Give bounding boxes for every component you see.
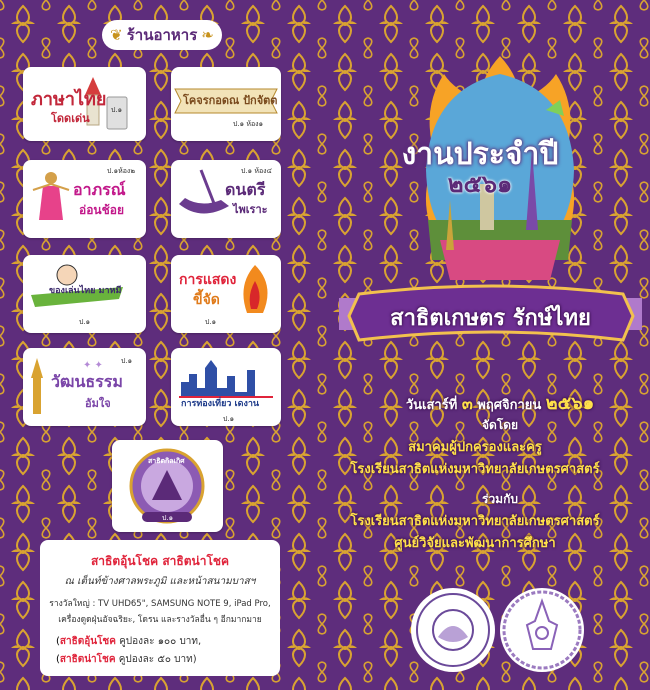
card-grade: ป.๑ (223, 415, 235, 423)
restaurant-label (102, 20, 222, 50)
card-title: โคจรกอดณ ปักจัตต (183, 94, 278, 107)
card-subtitle: ไพเราะ (233, 203, 268, 216)
organizer-1: สมาคมผู้ปกครองและครู (408, 440, 542, 455)
date-year: ๒๕๖๑ (545, 393, 595, 414)
partner-2: ศูนย์วิจัยและพัฒนาการศึกษา (394, 536, 556, 551)
card-title: อาภรณ์ (73, 180, 126, 199)
card-grade: ป.๑ (121, 357, 133, 365)
event-date (370, 388, 630, 417)
prize-line-1: รางวัลใหญ่ : TV UHD65", SAMSUNG NOTE 9, iPad Pro, (49, 599, 271, 609)
shop-card-lucky[interactable] (112, 440, 223, 532)
event-year: ๒๕๖๑ (447, 170, 513, 198)
organized-by-label: จัดโดย (481, 418, 519, 432)
event-title: งานประจำปี (401, 137, 559, 172)
with-label: ร่วมกับ (482, 492, 518, 506)
coupon-1-name: สาธิตอุ้นโชค (59, 636, 116, 647)
card-grade: ป.๑ (111, 106, 123, 114)
card-title: สาธิตกิลเกิศ (148, 457, 185, 465)
ornament-right-icon: ❧ (201, 26, 214, 44)
ornament-left-icon: ❦ (110, 26, 123, 44)
card-title: การแสดง (179, 272, 237, 288)
card-subtitle: โดดเด่น (51, 112, 90, 125)
coupon-2-name: สาธิตน่าโชค (59, 654, 116, 665)
organizer-2: โรงเรียนสาธิตแห่งมหาวิทยาลัยเกษตรศาสตร์ (350, 462, 600, 477)
svg-text:✦ ✦: ✦ ✦ (83, 360, 103, 371)
coupon-1: (สาธิตอุ้นโชค คูปองละ ๑๐๐ บาท, (56, 636, 202, 647)
card-grade: ป.๑ห้อง๒ (107, 167, 135, 175)
card-grade: ป.๑ (79, 318, 91, 326)
prize-line-2: เครื่องดูดฝุ่นอัจฉริยะ, โดรน และรางวัลอื่น ๆ อีกมากมาย (58, 615, 262, 625)
shop-card-culture[interactable] (23, 348, 146, 426)
card-title: วัฒนธรรม (51, 372, 123, 391)
partner-1: โรงเรียนสาธิตแห่งมหาวิทยาลัยเกษตรศาสตร์ (350, 514, 600, 529)
shop-card-tourism[interactable] (171, 348, 281, 426)
date-month: พฤศจิกายน (477, 398, 542, 413)
shop-card-performance[interactable] (171, 255, 281, 333)
card-grade: ป.๑ (162, 514, 174, 522)
university-seal-icon (497, 585, 587, 675)
card-title: ภาษาไทย (31, 89, 107, 110)
coupon-2-price: คูปองละ ๕๐ บาท) (115, 654, 197, 665)
card-subtitle: อ่อนช้อย (79, 203, 124, 217)
card-grade: ป.๑ (205, 318, 217, 326)
event-banner: สาธิตเกษตร รักษ์ไทย (390, 306, 591, 331)
restaurant-label-text: ร้านอาหาร (126, 26, 198, 44)
lottery-location: ณ เต็นท์ข้างศาลพระภูมิ และหน้าสนามบาสฯ (64, 576, 256, 587)
coupon-1-price: คูปองละ ๑๐๐ บาท, (115, 636, 202, 647)
lottery-info-box (40, 540, 280, 676)
flame-crown-icon (171, 255, 281, 333)
lottery-title: สาธิตอุ้นโชค สาธิตน่าโชค (90, 554, 230, 568)
date-prefix: วันเสาร์ที่ (405, 398, 458, 413)
shop-card-thai-language[interactable] (23, 67, 146, 141)
card-title: ของเล่นไทย มาหมี (49, 286, 122, 296)
shop-card-toys[interactable] (23, 255, 146, 333)
shop-card-journey[interactable] (171, 67, 281, 141)
parents-association-seal-icon (408, 585, 498, 675)
coupon-2: (สาธิตน่าโชค คูปองละ ๕๐ บาท) (56, 654, 197, 665)
card-grade: ป.๑ ห้อง๑ (233, 120, 264, 128)
card-subtitle: ขี้จัด (193, 292, 220, 308)
card-subtitle: อัมใจ (85, 397, 111, 410)
card-title: ดนตรี (225, 180, 266, 199)
card-grade: ป.๑ ห้อง๔ (241, 167, 272, 175)
card-title: การท่องเที่ยว เดงาน (181, 399, 260, 409)
date-day: ๓ (461, 394, 473, 413)
